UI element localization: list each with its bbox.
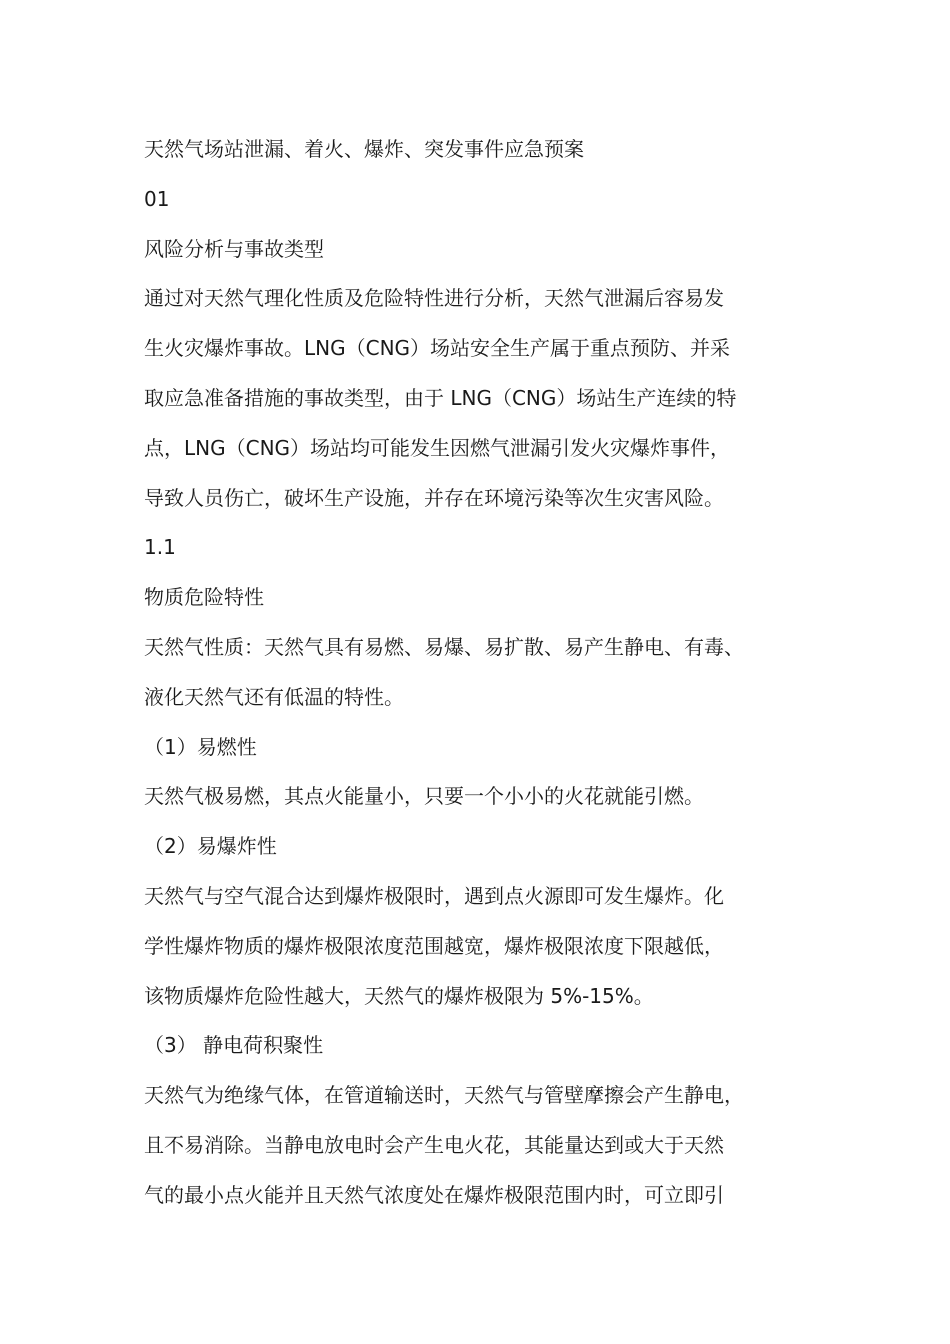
static-charge-paragraph <box>144 1071 834 1220</box>
item-heading-static-charge: （3） 静电荷积聚性 <box>144 1033 324 1058</box>
paragraph-line: 天然气为绝缘气体，在管道输送时，天然气与管壁摩擦会产生静电， <box>144 1083 744 1108</box>
document-title: 天然气场站泄漏、着火、爆炸、突发事件应急预案 <box>144 137 584 161</box>
intro-paragraph <box>144 274 834 523</box>
subsection-title: 物质危险特性 <box>144 585 264 610</box>
paragraph-line: 通过对天然气理化性质及危险特性进行分析，天然气泄漏后容易发 <box>144 286 724 311</box>
paragraph-line: 天然气极易燃，其点火能量小，只要一个小小的火花就能引燃。 <box>144 784 704 809</box>
paragraph-line: 液化天然气还有低温的特性。 <box>144 684 404 709</box>
property-paragraph <box>144 623 834 723</box>
section-title: 风险分析与事故类型 <box>144 236 324 261</box>
paragraph-line: 学性爆炸物质的爆炸极限浓度范围越宽，爆炸极限浓度下限越低， <box>144 933 724 958</box>
paragraph-line: 该物质爆炸危险性越大，天然气的爆炸极限为 5%-15%。 <box>144 983 654 1008</box>
explosiveness-paragraph <box>144 872 834 1021</box>
paragraph-line: 天然气性质：天然气具有易燃、易爆、易扩散、易产生静电、有毒、 <box>144 634 744 659</box>
paragraph-line: 点，LNG（CNG）场站均可能发生因燃气泄漏引发火灾爆炸事件， <box>144 435 731 460</box>
section-number: 01 <box>144 186 170 211</box>
flammability-paragraph <box>144 772 834 822</box>
paragraph-line: 且不易消除。当静电放电时会产生电火花，其能量达到或大于天然 <box>144 1132 724 1157</box>
paragraph-line: 生火灾爆炸事故。LNG（CNG）场站安全生产属于重点预防、并采 <box>144 336 731 361</box>
paragraph-line: 天然气与空气混合达到爆炸极限时，遇到点火源即可发生爆炸。化 <box>144 883 724 908</box>
paragraph-line: 取应急准备措施的事故类型，由于 LNG（CNG）场站生产连续的特 <box>144 385 737 410</box>
item-heading-explosiveness: （2）易爆炸性 <box>144 834 277 859</box>
paragraph-line: 导致人员伤亡，破坏生产设施，并存在环境污染等次生灾害风险。 <box>144 485 724 510</box>
document-body <box>144 125 834 1221</box>
subsection-number: 1.1 <box>144 535 176 560</box>
paragraph-line: 气的最小点火能并且天然气浓度处在爆炸极限范围内时，可立即引 <box>144 1182 724 1207</box>
item-heading-flammability: （1）易燃性 <box>144 734 257 759</box>
